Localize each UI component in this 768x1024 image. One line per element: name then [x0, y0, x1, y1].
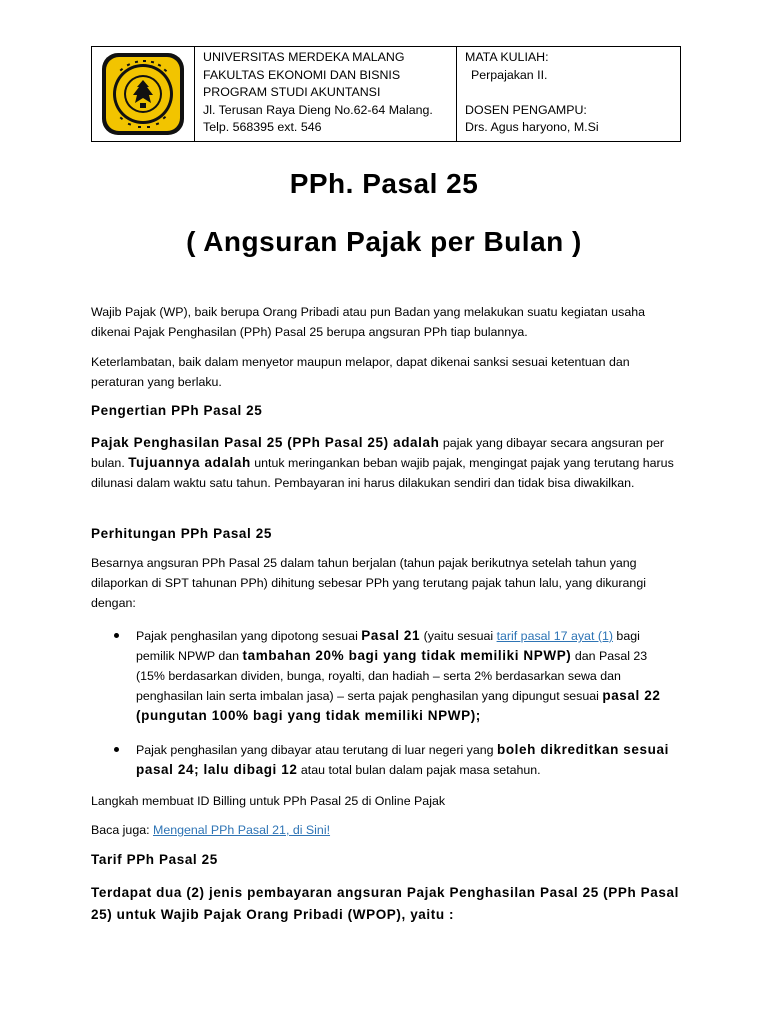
- bullet-bold: boleh dikreditkan sesuai pasal 24; lalu dibagi 12: [136, 742, 669, 777]
- list-item: [110, 626, 670, 726]
- spacer-line: [465, 84, 680, 102]
- pengertian-text-1: pajak yang dibayar secara angsuran per bulan.: [91, 436, 665, 470]
- lecturer-value: Drs. Agus haryono, M.Si: [465, 120, 599, 135]
- intro-paragraph-1: Wajib Pajak (WP), baik berupa Orang Pribadi atau pun Badan yang melakukan suatu kegiatan usaha dikenai Pajak Penghasilan (PPh) Pasal 25 berupa angsuran PPh tiap bulannya.: [91, 305, 646, 339]
- bullet-icon: [114, 633, 119, 638]
- page-subtitle: ( Angsuran Pajak per Bulan ): [186, 226, 582, 257]
- intro-paragraph-2: Keterlambatan, baik dalam menyetor maupun melapor, dapat dikenai sanksi sesuai ketentuan dan peraturan yang berlaku.: [91, 355, 630, 389]
- bullet-text: dan Pasal 23 (15% berdasarkan dividen, bunga, royalti, dan hadiah – serta 2% berdasarkan sewa dan penghasilan lain serta imbalan jasa) – serta pajak penghasilan yang dipungut sesuai: [136, 649, 648, 703]
- baca-juga-label: Baca juga:: [91, 823, 153, 837]
- section-heading-tarif: Tarif PPh Pasal 25: [91, 852, 218, 867]
- pengertian-text-2: untuk meringankan beban wajib pajak, mengingat pajak yang terutang harus dilunasi dalam waktu satu tahun. Pembayaran ini harus dilakukan sendiri dan tidak bisa diwakilkan.: [91, 456, 674, 490]
- institution-line: PROGRAM STUDI AKUNTANSI: [203, 85, 381, 100]
- pengertian-paragraph: [91, 433, 681, 493]
- institution-line: Jl. Terusan Raya Dieng No.62-64 Malang.: [203, 102, 433, 117]
- course-label: MATA KULIAH:: [465, 50, 549, 64]
- institution-line: FAKULTAS EKONOMI DAN BISNIS: [203, 67, 401, 82]
- institution-line: UNIVERSITAS MERDEKA MALANG: [203, 50, 405, 64]
- bullet-bold: pasal 22 (pungutan 100% bagi yang tidak memiliki NPWP);: [136, 688, 661, 723]
- tarif-paragraph: Terdapat dua (2) jenis pembayaran angsuran Pajak Penghasilan Pasal 25 (PPh Pasal 25) untuk Wajib Pajak Orang Pribadi (WPOP), yaitu :: [91, 885, 679, 922]
- course-cell: [457, 47, 680, 141]
- header-table: [91, 46, 681, 142]
- bullet-text: Pajak penghasilan yang dipotong sesuai: [136, 629, 362, 643]
- perhitungan-bullet-list: [110, 626, 670, 780]
- tarif-pasal-17-link[interactable]: tarif pasal 17 ayat (1): [496, 629, 613, 643]
- list-item: [110, 740, 670, 780]
- lecturer-label: DOSEN PENGAMPU:: [465, 102, 587, 117]
- baca-juga-link[interactable]: Mengenal PPh Pasal 21, di Sini!: [153, 823, 331, 837]
- institution-line: Telp. 568395 ext. 546: [203, 120, 322, 135]
- institution-cell: [195, 47, 457, 141]
- university-logo: [100, 51, 186, 137]
- bullet-bold: tambahan 20% bagi yang tidak memiliki NPWP): [242, 648, 572, 663]
- bullet-text: Pajak penghasilan yang dibayar atau terutang di luar negeri yang: [136, 743, 497, 757]
- section-heading-pengertian: Pengertian PPh Pasal 25: [91, 403, 263, 418]
- pengertian-bold-1: Pajak Penghasilan Pasal 25 (PPh Pasal 25) adalah: [91, 435, 440, 450]
- logo-cell: [92, 47, 195, 141]
- bullet-text: (yaitu sesuai: [420, 629, 497, 643]
- baca-juga-line: [91, 820, 681, 840]
- perhitungan-paragraph: Besarnya angsuran PPh Pasal 25 dalam tahun berjalan (tahun pajak berikutnya setelah tahun yang dilaporkan di SPT tahunan PPh) dihitung sebesar PPh yang terutang pajak tahun lalu, yang dikurangi dengan:: [91, 556, 646, 610]
- section-heading-perhitungan: Perhitungan PPh Pasal 25: [91, 526, 272, 541]
- bullet-text: bagi pemilik NPWP dan: [136, 629, 640, 663]
- bullet-bold: Pasal 21: [361, 628, 421, 643]
- page-title: PPh. Pasal 25: [289, 168, 479, 199]
- course-value: Perpajakan II.: [471, 67, 548, 82]
- bullet-text: atau total bulan dalam pajak masa setahun.: [297, 763, 541, 777]
- bullet-icon: [114, 747, 119, 752]
- langkah-line: Langkah membuat ID Billing untuk PPh Pasal 25 di Online Pajak: [91, 794, 446, 808]
- pengertian-bold-2: Tujuannya adalah: [128, 455, 251, 470]
